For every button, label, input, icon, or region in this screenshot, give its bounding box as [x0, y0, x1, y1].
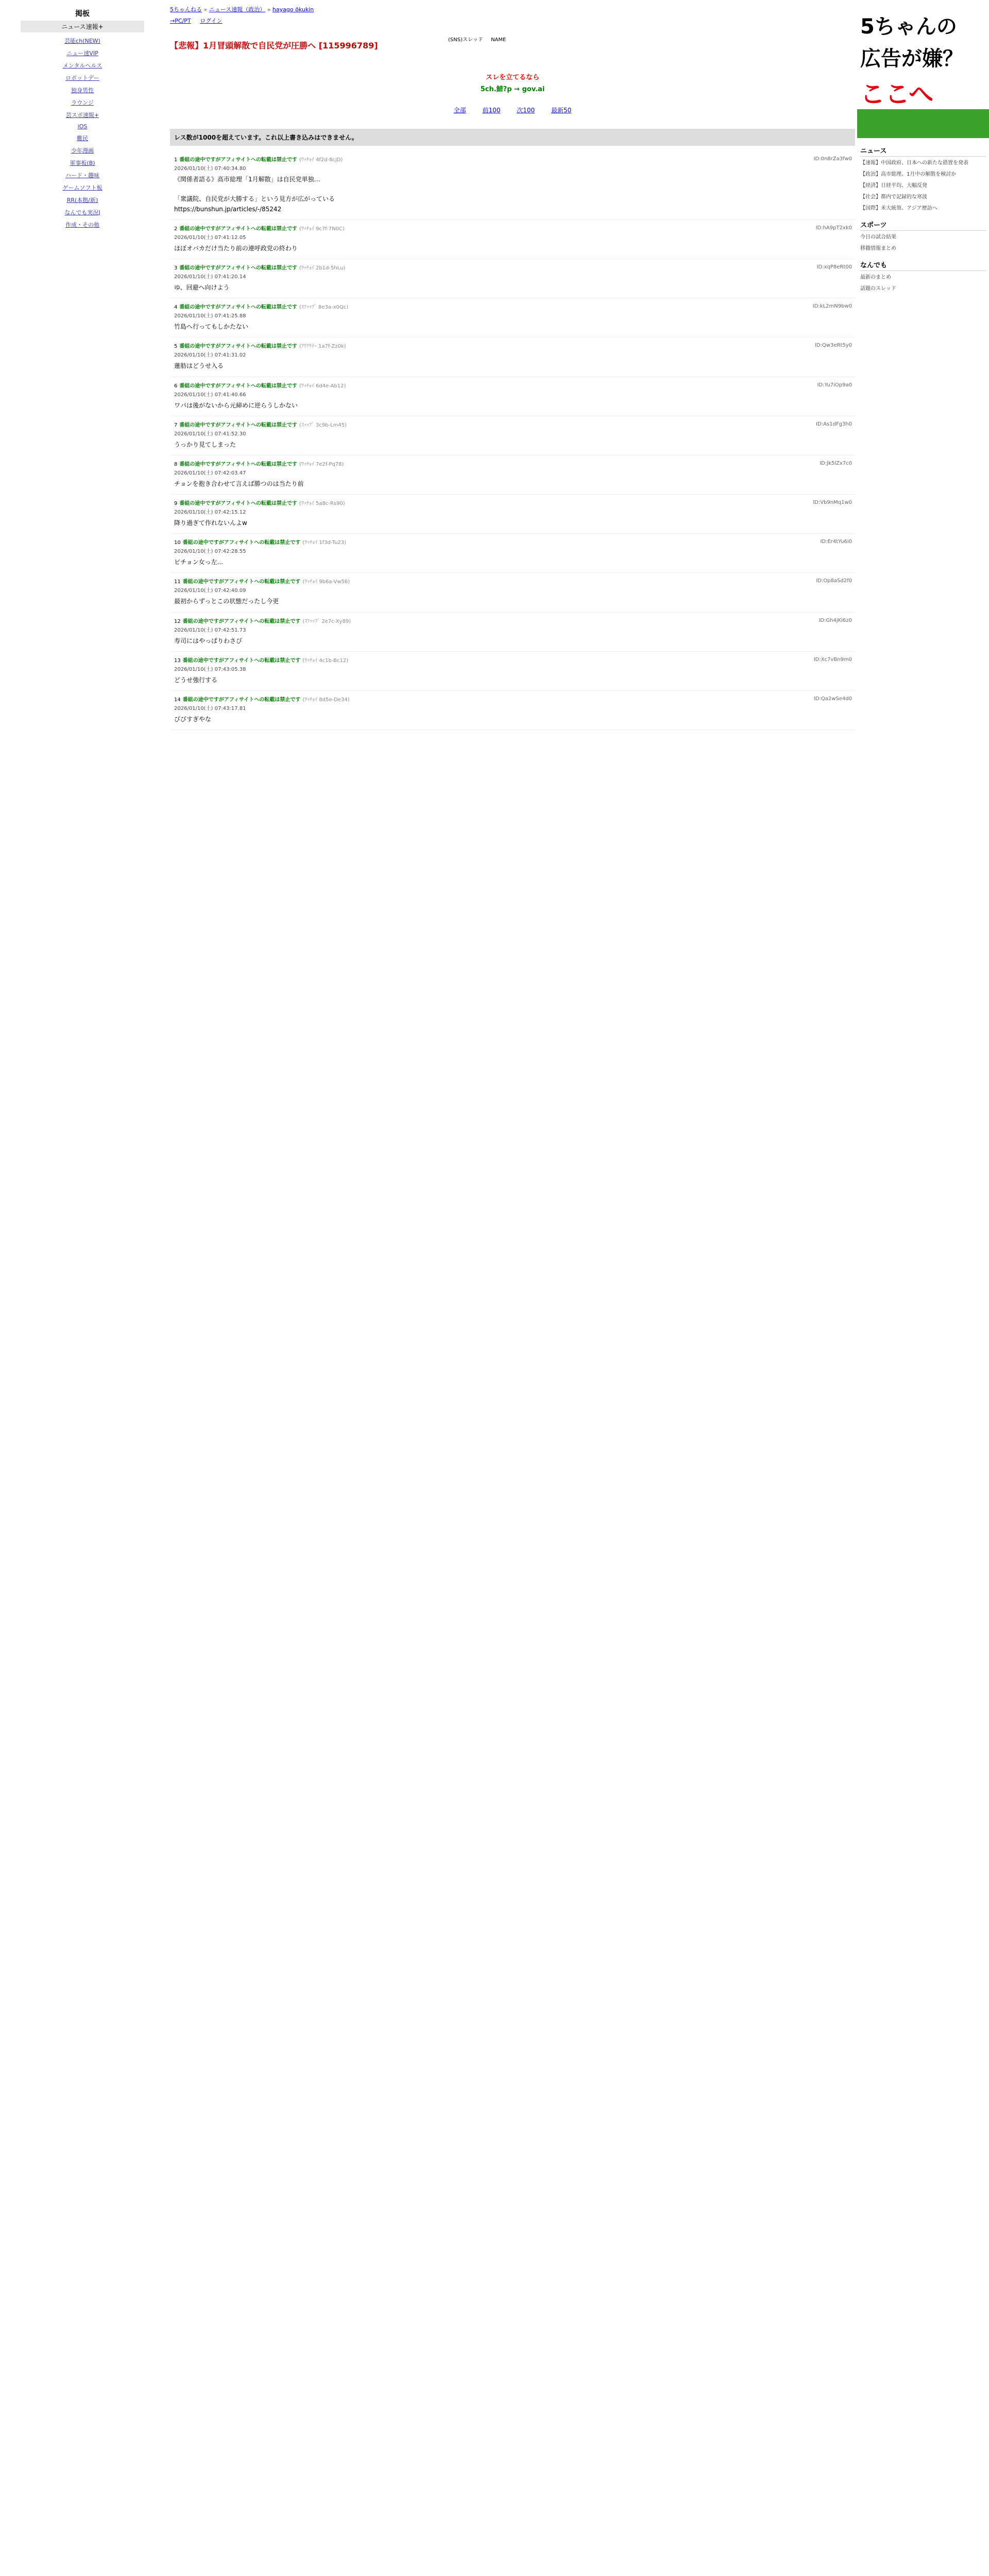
post-meta: (ﾜｯﾁｮｲ 9c7f-7N0C)	[299, 226, 345, 232]
sidebar-link[interactable]: ロボットデー	[65, 75, 99, 81]
post	[170, 455, 855, 495]
pager-latest50[interactable]: 最新50	[551, 107, 572, 114]
post-id-block	[814, 656, 852, 664]
post-author: 番組の途中ですがアフィサイトへの転載は禁止です	[182, 579, 301, 585]
post-date: 2026/01/10(土) 07:41:40.66	[174, 392, 246, 398]
post-header	[174, 656, 852, 664]
news-item[interactable]: 【国際】米大統領、アジア歴訪へ	[860, 206, 937, 211]
pager-prev100[interactable]: 前100	[482, 107, 501, 114]
post-id[interactable]: ID:0n8rZa3fw0	[813, 156, 852, 162]
post-number[interactable]: 2	[174, 226, 178, 232]
promo-line: スレを立てるなら	[485, 74, 539, 81]
misc-section	[860, 260, 986, 293]
tool-link[interactable]: (SNS)スレッド	[448, 37, 483, 43]
post	[170, 495, 855, 534]
post-id-block	[820, 460, 852, 467]
section-title: スポーツ	[860, 219, 986, 231]
main-content	[170, 0, 855, 730]
post-number[interactable]: 13	[174, 657, 181, 664]
post-id[interactable]: ID:Gh4jKl6z0	[819, 617, 852, 623]
post-date: 2026/01/10(土) 07:41:25.88	[174, 313, 246, 319]
post-author: 番組の途中ですがアフィサイトへの転載は禁止です	[179, 501, 297, 507]
news-item[interactable]: 最新のまとめ	[860, 275, 891, 280]
post-meta: (ﾜｯﾁｮｲ 1f3d-Tu23)	[302, 540, 347, 546]
post-meta: (ﾜｯﾁｮｲ 4c1b-Bc12)	[302, 657, 349, 664]
post-meta: (ﾜｯﾁｮｲ 8d5e-De34)	[302, 697, 350, 703]
post-author: 番組の途中ですがアフィサイトへの転載は禁止です	[179, 265, 297, 271]
post-body: ピチョン女っ左...	[174, 558, 224, 566]
post-body: チョンを抱き合わせて言えば勝つのは当たり前	[174, 480, 304, 487]
post-header	[174, 263, 852, 271]
post-author: 番組の途中ですがアフィサイトへの転載は禁止です	[182, 540, 301, 546]
post-number[interactable]: 14	[174, 697, 181, 703]
post-meta: (ｽｯｯﾌﾟ 3c9b-Lm45)	[299, 422, 347, 428]
post-number[interactable]: 10	[174, 540, 181, 546]
news-item[interactable]: 【社会】都内で記録的な寒波	[860, 194, 927, 200]
news-item[interactable]: 話題のスレッド	[860, 286, 896, 292]
post-date: 2026/01/10(土) 07:41:52.30	[174, 431, 246, 437]
post-date: 2026/01/10(土) 07:42:15.12	[174, 510, 246, 516]
post-number[interactable]: 1	[174, 157, 178, 163]
post-date: 2026/01/10(土) 07:42:03.47	[174, 470, 246, 476]
post-body: 最初からずっとこの状態だったし今更	[174, 598, 279, 605]
post-id[interactable]: ID:Er4tYu6i0	[820, 539, 852, 545]
post-id[interactable]: ID:As1dFg3h0	[816, 421, 852, 427]
tool-link[interactable]: NAME	[491, 37, 506, 43]
sidebar-heading[interactable]: ニュース速報+	[21, 21, 144, 32]
post	[170, 377, 855, 416]
sidebar-links	[0, 37, 165, 229]
sidebar-link[interactable]: ハード・趣味	[65, 172, 99, 179]
post-number[interactable]: 3	[174, 265, 178, 271]
post-body: びびすぎやな	[174, 716, 212, 723]
post-header	[174, 302, 852, 310]
sidebar-link[interactable]: 芸スポ速報+	[65, 112, 99, 118]
sidebar-link[interactable]: 作成・その他	[65, 222, 99, 228]
sidebar-link[interactable]: iOS	[77, 123, 88, 130]
post-id-block	[813, 302, 852, 310]
post-meta: (ｱｳｱｳｲｰ 1a7f-Zz0k)	[299, 344, 346, 350]
post-id-block	[820, 538, 852, 546]
post-author: 番組の途中ですがアフィサイトへの転載は禁止です	[179, 157, 297, 163]
sidebar-link[interactable]: 軍事板(B)	[70, 160, 95, 166]
post-id[interactable]: ID:Qa2wSe4d0	[813, 696, 852, 702]
sidebar-link[interactable]: ニュー速VIP	[66, 50, 98, 57]
post-header	[174, 460, 852, 467]
post-body: ワパは後がないから元締めに逆らうしかない	[174, 401, 298, 409]
thread-tools	[448, 35, 512, 43]
post	[170, 220, 855, 259]
post-author: 番組の途中ですがアフィサイトへの転載は禁止です	[179, 344, 297, 350]
right-column	[857, 0, 989, 297]
post-date: 2026/01/10(土) 07:43:05.38	[174, 666, 246, 672]
sidebar-link[interactable]: 少年漫画	[71, 147, 94, 154]
sidebar-link[interactable]: RR(本拠/新)	[66, 197, 98, 204]
post-id-block	[815, 342, 852, 349]
promo-banner[interactable]	[170, 72, 855, 93]
post-id[interactable]: ID:Vb9nMq1w0	[813, 500, 852, 506]
post-number[interactable]: 6	[174, 383, 178, 389]
post-date: 2026/01/10(土) 07:42:28.55	[174, 549, 246, 555]
post-id-block	[816, 577, 852, 585]
ad-text: 5ちゃんの	[860, 15, 957, 39]
post-meta: (ｽﾌｯｯﾌﾟ 2e7c-Xy89)	[302, 618, 351, 624]
pager-next100[interactable]: 次100	[517, 107, 535, 114]
post-id[interactable]: ID:xqP8eRt00	[816, 264, 852, 270]
sidebar-link[interactable]: 独身男性	[71, 87, 94, 94]
post-body: どうせ強行する	[174, 676, 218, 684]
post-header	[174, 695, 852, 703]
sidebar-link[interactable]: 難民	[77, 135, 88, 142]
post-header	[174, 381, 852, 389]
post-id[interactable]: ID:Xc7vBn9m0	[813, 656, 852, 663]
post-header	[174, 617, 852, 624]
thread-title: 【悲報】1月冒頭解散で自民党が圧勝へ [115996789]	[170, 41, 378, 50]
post-meta: (ｽﾌｯｯﾌﾟ 8e3a-x0Qc)	[299, 304, 349, 311]
subnav-link[interactable]: →PC/PT	[170, 18, 191, 24]
sidebar-link[interactable]: 芸能ch(NEW)	[64, 38, 100, 44]
post-body: ゆ、回避へ向けよう	[174, 283, 230, 291]
post-meta: (ﾜｯﾁｮｲ 5a8c-Rs90)	[299, 501, 345, 507]
sports-section	[860, 219, 986, 252]
post-body: 竹島へ行ってもしかたない	[174, 323, 249, 331]
post-id-block	[814, 155, 852, 163]
post-date: 2026/01/10(土) 07:42:51.73	[174, 627, 246, 633]
sub-nav	[170, 16, 855, 25]
post-date: 2026/01/10(土) 07:41:12.05	[174, 234, 246, 241]
sidebar-link[interactable]: なんでも実況J	[64, 209, 100, 216]
post-id-block	[814, 695, 852, 703]
post-meta: (ﾜｯﾁｮｲ 2b1d-5hLu)	[299, 265, 346, 271]
post-meta: (ﾜｯﾁｮｲ 9b6a-Vw56)	[302, 579, 350, 585]
post-author: 番組の途中ですがアフィサイトへの転載は禁止です	[179, 226, 297, 232]
post-id[interactable]: ID:Jk5lZx7c0	[820, 460, 852, 466]
breadcrumb-separator: »	[203, 6, 208, 13]
pager-all[interactable]: 全部	[453, 107, 466, 114]
post	[170, 259, 855, 298]
post-number[interactable]: 12	[174, 618, 181, 624]
post-meta: (ﾜｯﾁｮｲ 6d4e-Ab12)	[299, 383, 346, 389]
post	[170, 151, 855, 220]
post-id[interactable]: ID:Op8aSd2f0	[816, 578, 852, 584]
misc-list	[860, 274, 986, 293]
post-number[interactable]: 7	[174, 422, 178, 428]
post-header	[174, 155, 852, 163]
news-item[interactable]: 【経済】日経平均、大幅反発	[860, 183, 927, 189]
promo-line: 5ch.鯖?p → gov.ai	[480, 86, 545, 93]
post-date: 2026/01/10(土) 07:40:34.80	[174, 166, 246, 172]
post-body: 降り過ぎて作れないんよw	[174, 519, 247, 527]
post-date: 2026/01/10(土) 07:41:20.14	[174, 274, 246, 280]
post-date: 2026/01/10(土) 07:43:17.81	[174, 706, 246, 711]
ad-text: ここへ	[860, 80, 934, 109]
post-author: 番組の途中ですがアフィサイトへの転載は禁止です	[179, 422, 297, 428]
post-number[interactable]: 11	[174, 579, 181, 585]
breadcrumb-item[interactable]: 5ちゃんねる	[170, 6, 202, 13]
sidebar	[0, 0, 165, 233]
pager	[170, 106, 855, 114]
post-number[interactable]: 4	[174, 304, 178, 311]
news-list	[860, 160, 986, 212]
post-body: うっかり見てしまった	[174, 440, 236, 448]
post	[170, 691, 855, 730]
post-list	[170, 151, 855, 730]
ad-banner[interactable]	[857, 0, 989, 138]
post-id-block	[816, 224, 852, 232]
post-id-block	[816, 420, 852, 428]
breadcrumb-separator: »	[267, 6, 271, 13]
news-item[interactable]: 【速報】中国政府、日本への新たな措置を発表	[860, 160, 968, 166]
post-author: 番組の途中ですがアフィサイトへの転載は禁止です	[179, 461, 297, 467]
thread-full-notice: レス数が1000を超えています。これ以上書き込みはできません。	[170, 129, 855, 146]
sports-list	[860, 234, 986, 252]
post-header	[174, 224, 852, 232]
post	[170, 613, 855, 652]
post-meta: (ﾜｯﾁｮｲ 4f2d-8cjD)	[299, 157, 343, 163]
section-title: ニュース	[860, 145, 986, 157]
ad-text: 広告が嫌？	[860, 47, 963, 71]
post-body: 蓮舫はどうせ入る	[174, 362, 224, 370]
breadcrumb-item[interactable]: hayago ökukin	[272, 6, 314, 13]
post-id-block	[817, 263, 852, 271]
post-header	[174, 577, 852, 585]
post	[170, 416, 855, 455]
post-meta: (ﾜｯﾁｮｲ 7e2f-Pq78)	[299, 461, 344, 467]
post	[170, 652, 855, 691]
post-number[interactable]: 5	[174, 344, 178, 350]
post-id-block	[813, 499, 852, 506]
news-item[interactable]: 移籍情報まとめ	[860, 246, 896, 251]
breadcrumb	[170, 5, 855, 13]
post	[170, 337, 855, 377]
post-header	[174, 420, 852, 428]
post-number[interactable]: 9	[174, 501, 178, 507]
breadcrumb-item[interactable]: ニュース速報（政治）	[209, 6, 266, 13]
post-id[interactable]: ID:hA9pT2xk0	[815, 225, 852, 231]
post-body: ほぼオバカだけ当たり前の連呼政党の終わり	[174, 244, 298, 252]
post-body: 寿司にはやっぱりわさび	[174, 637, 243, 645]
post-author: 番組の途中ですがアフィサイトへの転載は禁止です	[179, 383, 297, 389]
post-body: 《関係者語る》高市総理「1月解散」は自民党単独… 「衆議院、自民党が大勝する」という見方が広がっている https://bunshun.jp/articles/-/85242	[174, 176, 335, 213]
post-date: 2026/01/10(土) 07:42:40.09	[174, 588, 246, 594]
post-id-block	[819, 617, 852, 624]
post	[170, 298, 855, 337]
post	[170, 534, 855, 573]
sidebar-link[interactable]: ゲームソフト板	[62, 184, 103, 191]
news-item[interactable]: 【政治】高市総理、1月中の解散を検討か	[860, 172, 957, 177]
ad-grass-graphic	[857, 109, 989, 138]
post-id[interactable]: ID:Yu7iOp9a0	[817, 382, 852, 388]
post-author: 番組の途中ですがアフィサイトへの転載は禁止です	[182, 697, 301, 703]
post-author: 番組の途中ですがアフィサイトへの転載は禁止です	[179, 304, 297, 311]
post-number[interactable]: 8	[174, 461, 178, 467]
post-id-block	[817, 381, 852, 389]
sidebar-link[interactable]: ラウンジ	[71, 99, 94, 106]
section-title: なんでも	[860, 260, 986, 271]
post	[170, 573, 855, 612]
news-item[interactable]: 今日の試合結果	[860, 234, 896, 240]
post-header	[174, 342, 852, 349]
site-logo[interactable]: 掲板	[75, 10, 90, 18]
post-id[interactable]: ID:kL2mN9bw0	[812, 303, 852, 310]
post-author: 番組の途中ですがアフィサイトへの転載は禁止です	[182, 657, 301, 664]
post-header	[174, 538, 852, 546]
post-author: 番組の途中ですがアフィサイトへの転載は禁止です	[182, 618, 301, 624]
news-section	[860, 145, 986, 212]
sidebar-link[interactable]: メンタルヘルス	[62, 62, 103, 69]
post-header	[174, 499, 852, 506]
subnav-link[interactable]: ログイン	[200, 18, 223, 24]
post-id[interactable]: ID:Qw3eRt5y0	[814, 343, 852, 349]
post-date: 2026/01/10(土) 07:41:31.02	[174, 352, 246, 359]
